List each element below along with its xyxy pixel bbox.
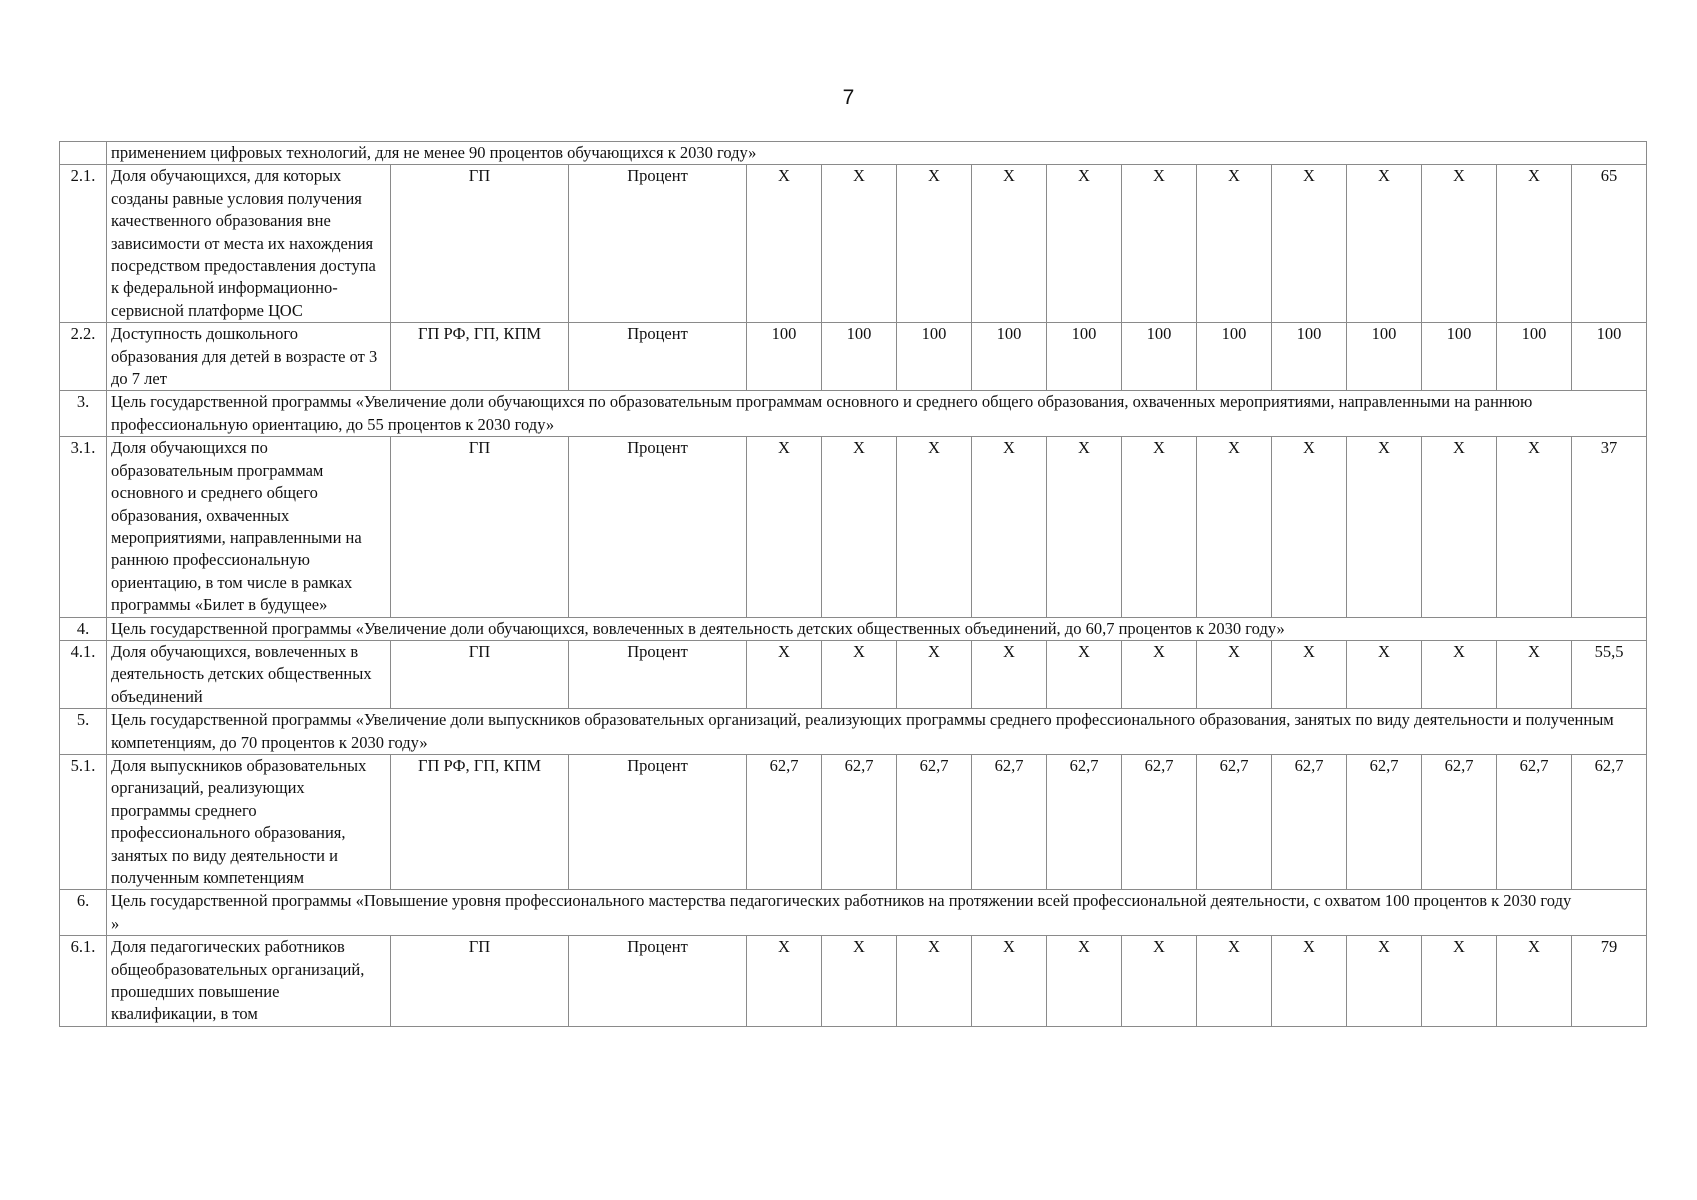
goal-text: Цель государственной программы «Увеличение доли выпускников образовательных организаций, реализующих программы среднего профессионального образования, занятых по виду деятельности и полученным компетенциям, до 70 процентов к 2030 году» — [107, 709, 1647, 755]
indicator-name: Доля обучающихся, для которых созданы равные условия получения качественного образования вне зависимости от места их нахождения посредством предоставления доступа к федеральной информационно-сервисной платформе ЦОС — [107, 165, 391, 323]
table-body — [60, 142, 1647, 1027]
value-cell: X — [822, 165, 897, 323]
goal-text: Цель государственной программы «Повышение уровня профессионального мастерства педагогических работников на протяжении всей профессиональной деятельности, с охватом 100 процентов к 2030 году » — [107, 890, 1647, 936]
value-cell: X — [972, 437, 1047, 617]
value-cell: X — [747, 165, 822, 323]
indicator-name: Доля обучающихся, вовлеченных в деятельность детских общественных объединений — [107, 640, 391, 708]
row-number: 6.1. — [60, 936, 107, 1027]
value-cell: X — [1497, 640, 1572, 708]
value-cell: X — [897, 936, 972, 1027]
value-cell: X — [1497, 165, 1572, 323]
indicator-unit: Процент — [569, 437, 747, 617]
value-cell: X — [1047, 437, 1122, 617]
value-cell: 100 — [747, 323, 822, 391]
value-cell: X — [897, 437, 972, 617]
value-cell: X — [1122, 165, 1197, 323]
goal-text: Цель государственной программы «Увеличение доли обучающихся по образовательным программам основного и среднего общего образования, охваченных мероприятиями, направленными на раннюю профессиональную ориентацию, до 55 процентов к 2030 году» — [107, 391, 1647, 437]
value-cell: X — [972, 640, 1047, 708]
value-cell: 100 — [897, 323, 972, 391]
value-cell: 62,7 — [1497, 754, 1572, 889]
value-cell: X — [822, 936, 897, 1027]
goal-text: применением цифровых технологий, для не менее 90 процентов обучающихся к 2030 году» — [107, 142, 1647, 165]
indicator-level: ГП РФ, ГП, КПМ — [391, 754, 569, 889]
indicator-unit: Процент — [569, 936, 747, 1027]
value-cell: X — [972, 165, 1047, 323]
value-cell: 55,5 — [1572, 640, 1647, 708]
indicators-table — [59, 141, 1647, 1027]
value-cell: 100 — [1497, 323, 1572, 391]
value-cell: X — [1047, 640, 1122, 708]
value-cell: 62,7 — [1122, 754, 1197, 889]
value-cell: X — [1422, 640, 1497, 708]
value-cell: 62,7 — [1422, 754, 1497, 889]
value-cell: X — [1347, 936, 1422, 1027]
value-cell: 65 — [1572, 165, 1647, 323]
value-cell: X — [1197, 437, 1272, 617]
indicator-name: Доля обучающихся по образовательным программам основного и среднего общего образования, охваченных мероприятиями, направленными на раннюю профессиональную ориентацию, в том числе в рамках программы «Билет в будущее» — [107, 437, 391, 617]
value-cell: X — [822, 437, 897, 617]
row-number — [60, 142, 107, 165]
indicator-name: Доля выпускников образовательных организаций, реализующих программы среднего профессионального образования, занятых по виду деятельности и полученным компетенциям — [107, 754, 391, 889]
value-cell: X — [972, 936, 1047, 1027]
row-number: 5. — [60, 709, 107, 755]
indicator-level: ГП — [391, 936, 569, 1027]
value-cell: 62,7 — [897, 754, 972, 889]
value-cell: X — [747, 936, 822, 1027]
value-cell: X — [822, 640, 897, 708]
value-cell: X — [747, 437, 822, 617]
indicator-row — [60, 437, 1647, 617]
value-cell: 100 — [1347, 323, 1422, 391]
value-cell: 100 — [822, 323, 897, 391]
value-cell: X — [1497, 437, 1572, 617]
value-cell: 100 — [1572, 323, 1647, 391]
value-cell: 100 — [1272, 323, 1347, 391]
row-number: 2.1. — [60, 165, 107, 323]
indicator-unit: Процент — [569, 640, 747, 708]
row-number: 4. — [60, 617, 107, 640]
indicator-level: ГП — [391, 165, 569, 323]
page-number: 7 — [842, 86, 855, 109]
value-cell: X — [1422, 437, 1497, 617]
value-cell: X — [1197, 936, 1272, 1027]
indicator-row — [60, 640, 1647, 708]
indicator-name: Доля педагогических работников общеобразовательных организаций, прошедших повышение квалификации, в том — [107, 936, 391, 1027]
indicator-row — [60, 323, 1647, 391]
value-cell: X — [897, 165, 972, 323]
value-cell: 79 — [1572, 936, 1647, 1027]
goal-row — [60, 709, 1647, 755]
value-cell: X — [1122, 640, 1197, 708]
row-number: 3.1. — [60, 437, 107, 617]
value-cell: X — [1272, 640, 1347, 708]
goal-row — [60, 391, 1647, 437]
row-number: 3. — [60, 391, 107, 437]
value-cell: 62,7 — [972, 754, 1047, 889]
value-cell: X — [1422, 936, 1497, 1027]
value-cell: 62,7 — [747, 754, 822, 889]
value-cell: X — [1272, 936, 1347, 1027]
indicator-row — [60, 165, 1647, 323]
goal-row — [60, 142, 1647, 165]
indicator-level: ГП РФ, ГП, КПМ — [391, 323, 569, 391]
value-cell: 62,7 — [1047, 754, 1122, 889]
value-cell: X — [1047, 165, 1122, 323]
value-cell: X — [1272, 437, 1347, 617]
value-cell: 37 — [1572, 437, 1647, 617]
value-cell: 100 — [1122, 323, 1197, 391]
value-cell: X — [1122, 936, 1197, 1027]
value-cell: X — [1272, 165, 1347, 323]
value-cell: X — [1347, 640, 1422, 708]
value-cell: X — [1047, 936, 1122, 1027]
row-number: 2.2. — [60, 323, 107, 391]
value-cell: X — [1422, 165, 1497, 323]
indicator-level: ГП — [391, 437, 569, 617]
goal-row — [60, 617, 1647, 640]
row-number: 4.1. — [60, 640, 107, 708]
indicator-row — [60, 936, 1647, 1027]
goal-text: Цель государственной программы «Увеличение доли обучающихся, вовлеченных в деятельность детских общественных объединений, до 60,7 процентов к 2030 году» — [107, 617, 1647, 640]
value-cell: X — [1197, 640, 1272, 708]
value-cell: 100 — [1197, 323, 1272, 391]
value-cell: X — [1347, 165, 1422, 323]
indicator-row — [60, 754, 1647, 889]
value-cell: 62,7 — [1272, 754, 1347, 889]
value-cell: 100 — [972, 323, 1047, 391]
value-cell: 62,7 — [1572, 754, 1647, 889]
value-cell: 62,7 — [1347, 754, 1422, 889]
value-cell: X — [1497, 936, 1572, 1027]
indicator-name: Доступность дошкольного образования для детей в возрасте от 3 до 7 лет — [107, 323, 391, 391]
goal-row — [60, 890, 1647, 936]
value-cell: 100 — [1047, 323, 1122, 391]
value-cell: 100 — [1422, 323, 1497, 391]
row-number: 5.1. — [60, 754, 107, 889]
value-cell: X — [747, 640, 822, 708]
indicator-unit: Процент — [569, 323, 747, 391]
indicator-level: ГП — [391, 640, 569, 708]
value-cell: 62,7 — [1197, 754, 1272, 889]
row-number: 6. — [60, 890, 107, 936]
indicator-unit: Процент — [569, 754, 747, 889]
value-cell: X — [1197, 165, 1272, 323]
value-cell: X — [1122, 437, 1197, 617]
value-cell: 62,7 — [822, 754, 897, 889]
value-cell: X — [897, 640, 972, 708]
value-cell: X — [1347, 437, 1422, 617]
indicator-unit: Процент — [569, 165, 747, 323]
